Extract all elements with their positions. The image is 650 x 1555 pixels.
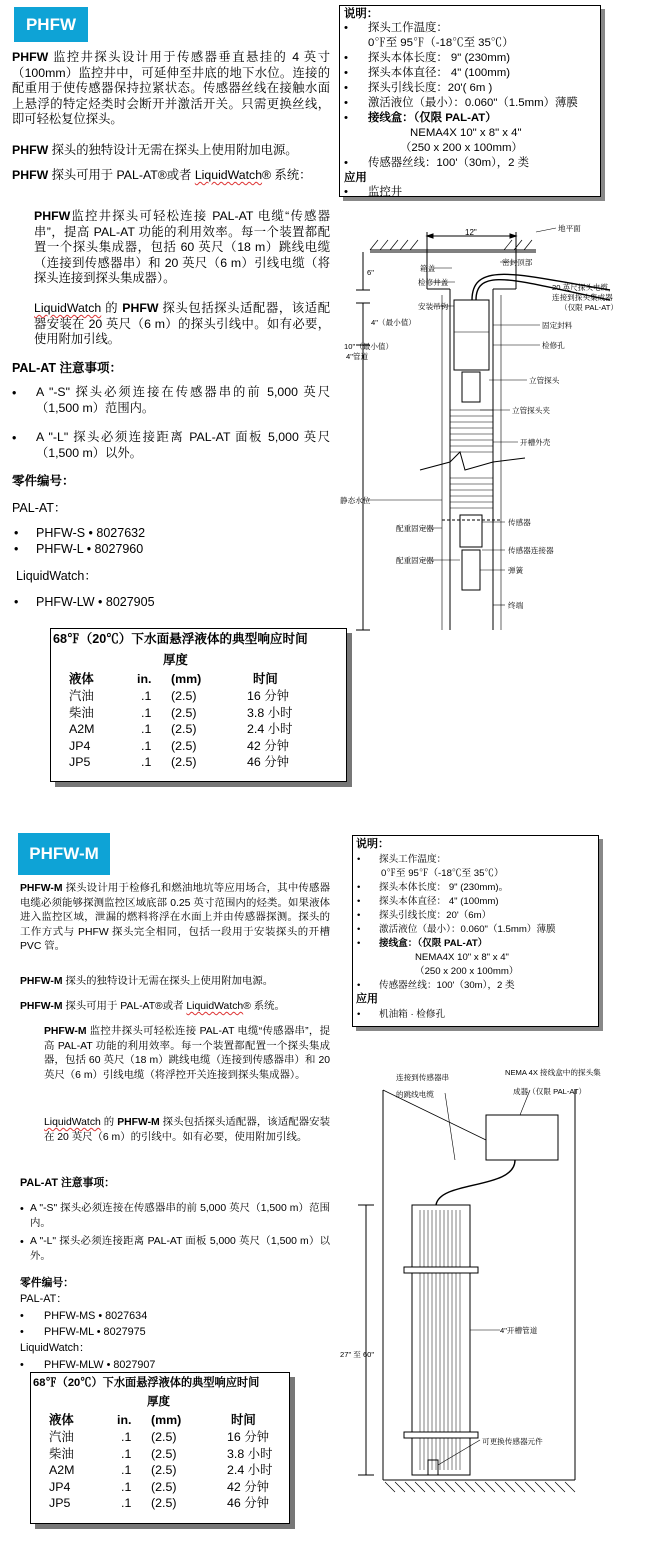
phfwm-note-2: A "-L" 探头必须连接距离 PAL-AT 面板 5,000 英尺（1,500 m）以外。 <box>30 1236 330 1262</box>
diagram-label: 成器（仅限 PAL-AT） <box>513 1087 587 1096</box>
table-cell-time: 2.4 小时 <box>247 722 293 736</box>
intro-text: 探头设计用于检修孔和燃油地坑等应用场合，其中传感器电缆必须能够探测监控区域底部 0.25 英寸范围内的烃类。如果液体进入监控区域，泄漏的燃料将浮在水面上并由传感器探测。探头的工作方式与 PHFW 探头完全相同，包括一段用于安装探头的开槽 PVC 管。 <box>20 883 330 953</box>
table-col-time: 时间 <box>253 672 278 686</box>
diagram-label: NEMA 4X 接线盒中的探头集 <box>505 1068 601 1077</box>
phfw-part-palat-2: PHFW-L • 8027960 <box>36 542 144 556</box>
spec-row: 接线盒：（仅限 PAL-AT） <box>379 938 488 949</box>
diagram-label: 12" <box>465 228 477 237</box>
spec-bullet: • <box>344 22 348 34</box>
spec-row: 探头本体长度： 9" (230mm)。 <box>379 882 509 893</box>
phfw-part-bullet: • <box>14 595 19 609</box>
diagram-label: 配重固定器 <box>396 556 434 565</box>
table-thickness-header: 厚度 <box>147 1396 170 1408</box>
spec-row: NEMA4X 10" x 8" x 4" <box>410 127 522 139</box>
spec-row: 探头工作温度： <box>368 22 448 34</box>
phfwm-part-bullet: • <box>20 1310 24 1322</box>
table-cell-mm: (2.5) <box>171 755 197 769</box>
lw-text-mid: 的 <box>101 301 123 315</box>
table-cell-in: .1 <box>121 1446 132 1461</box>
table-cell-fluid: 柴油 <box>49 1446 74 1461</box>
section-tab-phfw-m: PHFW-M <box>18 833 110 875</box>
table-cell-mm: (2.5) <box>171 722 197 736</box>
lw-text-mid: 的 <box>100 1117 118 1128</box>
spec-bullet: • <box>344 67 348 79</box>
table-cell-mm: (2.5) <box>171 689 197 703</box>
table-cell-fluid: 汽油 <box>49 1430 74 1444</box>
power-text: 探头的独特设计无需在探头上使用附加电源。 <box>62 976 274 987</box>
table-col-fluid: 液体 <box>69 672 94 686</box>
liquidwatch-term: LiquidWatch <box>194 168 263 182</box>
availability-text-2: ® 系统。 <box>243 1001 285 1012</box>
spec-row: 传感器丝线：100'（30m），2 类 <box>379 980 515 991</box>
spec-bullet: • <box>357 854 361 865</box>
diagram-label: 立管探头夹 <box>512 406 550 415</box>
table-cell-in: .1 <box>141 722 152 736</box>
table-cell-time: 16 分钟 <box>247 689 290 703</box>
availability-text-2: ® 系统： <box>262 168 312 182</box>
product-name: PHFW-M <box>117 1117 160 1128</box>
table-thickness-header: 厚度 <box>163 653 188 667</box>
availability-text: 探头可用于 PAL-AT®或者 <box>62 1001 187 1012</box>
table-cell-time: 3.8 小时 <box>227 1446 273 1461</box>
table-cell-fluid: JP5 <box>69 755 91 769</box>
diagram-label: 4"开槽管道 <box>500 1326 538 1335</box>
spec-row: 探头本体长度： 9" (230mm) <box>368 52 511 64</box>
phfwm-note-1: A "-S" 探头必须连接在传感器串的前 5,000 英尺（1,500 m）范围内。 <box>30 1203 330 1229</box>
phfw-note-1: A "-S" 探头必须连接在传感器串的前 5,000 英尺（1,500 m）范围内。 <box>36 385 330 415</box>
spec-bullet: • <box>357 980 361 991</box>
product-name: PHFW <box>12 168 49 182</box>
table-cell-in: .1 <box>141 705 152 720</box>
phfwm-part-bullet: • <box>20 1359 24 1371</box>
liquidwatch-term: LiquidWatch <box>186 1001 244 1012</box>
spec-row: 探头本体直径： 4" (100mm) <box>368 67 511 79</box>
phfw-part-bullet: • <box>14 542 19 556</box>
table-cell-time: 46 分钟 <box>227 1496 270 1510</box>
table-cell-mm: (2.5) <box>151 1430 177 1444</box>
phfwm-notes-title: PAL-AT 注意事项： <box>20 1177 115 1189</box>
liquidwatch-term: LiquidWatch <box>44 1117 101 1128</box>
diagram-label: 立管探头 <box>529 376 560 385</box>
spec-row: NEMA4X 10" x 8" x 4" <box>415 952 509 963</box>
diagram-label: 配重固定器 <box>396 524 434 533</box>
table-cell-mm: (2.5) <box>151 1463 177 1477</box>
power-text: 探头的独特设计无需在探头上使用附加电源。 <box>48 143 298 157</box>
phfw-notes-title: PAL-AT 注意事项： <box>12 361 122 375</box>
table-cell-in: .1 <box>121 1463 132 1477</box>
spec-bullet: • <box>344 52 348 64</box>
spec-row: 接线盒：（仅限 PAL-AT） <box>368 112 497 124</box>
diagram-label: 固定封料 <box>542 321 573 330</box>
diagram-label: 传感器连接器 <box>508 546 554 555</box>
diagram-label: 终端 <box>508 601 524 610</box>
phfw-palat-label: PAL-AT： <box>12 501 67 515</box>
phfw-note-2-bullet: • <box>12 431 17 445</box>
table-cell-in: .1 <box>141 755 152 769</box>
diagram-label: 6" <box>367 268 374 277</box>
table-cell-time: 16 分钟 <box>227 1430 270 1444</box>
palat-text: 监控井探头可轻松连接 PAL-AT 电缆“传感器串”，提高 PAL-AT 功能的利用效率。每一个装置都配置一个探头集成器，包括 60 英尺（18 m）跳线电缆（连接到传感器串）和 20 英尺（6 m）引线电缆（将探头连接到探头集成器）。 <box>34 209 330 286</box>
table-cell-in: .1 <box>141 689 152 703</box>
spec-bullet: • <box>357 882 361 893</box>
table-cell-fluid: JP4 <box>49 1479 71 1494</box>
spec-row: 激活液位（最小）：0.060"（1.5mm）薄膜 <box>379 924 556 935</box>
spec-bullet: • <box>357 896 361 907</box>
diagram-label: 4"管道 <box>346 352 369 361</box>
diagram-label: 检修孔 <box>542 341 565 350</box>
spec-bullet: • <box>357 1009 361 1020</box>
table-cell-time: 42 分钟 <box>227 1479 270 1494</box>
table-cell-mm: (2.5) <box>151 1446 177 1461</box>
table-col-mm: (mm) <box>151 1413 182 1427</box>
phfwm-part-lw-1: PHFW-MLW • 8027907 <box>44 1359 156 1371</box>
phfwm-part-palat-1: PHFW-MS • 8027634 <box>44 1310 148 1322</box>
table-cell-mm: (2.5) <box>151 1479 177 1494</box>
table-cell-in: .1 <box>141 738 152 753</box>
spec-bullet: • <box>357 910 361 921</box>
table-cell-fluid: JP4 <box>69 738 91 753</box>
phfw-note-2: A "-L" 探头必须连接距离 PAL-AT 面板 5,000 英尺（1,500 m）以外。 <box>36 430 330 460</box>
diagram-label: 密封顶部 <box>502 258 533 267</box>
table-cell-fluid: A2M <box>69 722 95 736</box>
phfwm-part-bullet: • <box>20 1326 24 1338</box>
product-name: PHFW <box>34 209 71 223</box>
spec-row: 0℉至 95℉（-18℃至 35℃） <box>381 868 504 879</box>
diagram-label: 安装吊钩 <box>418 302 449 311</box>
lw-text: 探头包括探头适配器，该适配器安装在 20 英尺（6 m）的探头引线中。如有必要，使用附加引线。 <box>34 301 330 347</box>
liquidwatch-term: LiquidWatch <box>34 301 102 315</box>
section-tab-phfw: PHFW <box>14 7 88 42</box>
phfw-note-1-bullet: • <box>12 386 17 400</box>
table-cell-in: .1 <box>121 1496 132 1510</box>
diagram-label: 可更换传感器元件 <box>482 1437 543 1446</box>
spec-bullet: • <box>344 157 348 169</box>
product-name: PHFW-M <box>20 1001 63 1012</box>
palat-text: 监控井探头可轻松连接 PAL-AT 电缆“传感器串”，提高 PAL-AT 功能的利用效率。每一个装置都配置一个探头集成器，包括 60 英尺（18 m）跳线电缆（连接到传感器串）和 20 英尺（6 m）引线电缆（将浮控开关连接到探头集成器）。 <box>44 1026 330 1081</box>
diagram-label: 连接到传感器串 <box>396 1073 450 1082</box>
table-cell-in: .1 <box>121 1430 132 1444</box>
phfw-part-palat-1: PHFW-S • 8027632 <box>36 526 146 540</box>
table-cell-mm: (2.5) <box>151 1496 177 1510</box>
table-cell-time: 3.8 小时 <box>247 705 293 720</box>
table-cell-mm: (2.5) <box>171 738 197 753</box>
spec-row: 探头引线长度：20'( 6m ) <box>368 82 493 94</box>
spec-title: 说明： <box>356 838 389 850</box>
spec-row: （250 x 200 x 100mm） <box>400 142 523 154</box>
product-name: PHFW-M <box>20 976 63 987</box>
diagram-label: 20 英尺探头电缆， <box>552 283 616 292</box>
spec-row: 探头引线长度：20'（6m） <box>379 910 492 921</box>
phfwm-lw-label: LiquidWatch： <box>20 1342 90 1354</box>
table-cell-fluid: 柴油 <box>69 705 94 720</box>
spec-row: 激活液位（最小）：0.060"（1.5mm）薄膜 <box>368 97 578 109</box>
diagram-label: （仅限 PAL-AT） <box>560 303 618 312</box>
table-col-time: 时间 <box>231 1413 256 1427</box>
diagram-label: 10"（最小值） <box>344 342 394 351</box>
phfwm-palat-label: PAL-AT： <box>20 1293 67 1305</box>
phfwm-parts-title: 零件编号： <box>20 1277 74 1289</box>
product-name: PHFW <box>12 50 49 64</box>
diagram-label: 传感器 <box>508 518 531 527</box>
spec-title: 说明： <box>344 8 379 20</box>
table-title: 68℉（20℃）下水面悬浮液体的典型响应时间 <box>33 1377 260 1389</box>
phfwm-note-2-bullet: • <box>20 1236 24 1248</box>
lw-text: 探头包括探头适配器，该适配器安装在 20 英尺（6 m）的引线中。如有必要，使用附加引线。 <box>44 1117 330 1143</box>
table-cell-time: 42 分钟 <box>247 738 290 753</box>
table-cell-in: .1 <box>121 1479 132 1494</box>
product-name: PHFW-M <box>20 883 63 894</box>
table-cell-time: 2.4 小时 <box>227 1463 273 1477</box>
spec-row: 探头本体直径： 4" (100mm) <box>379 896 499 907</box>
spec-row: 0℉至 95℉（-18℃至 35℃） <box>368 37 514 49</box>
product-name: PHFW-M <box>44 1026 87 1037</box>
diagram-label: 4"（最小值） <box>371 318 416 327</box>
phfwm-note-1-bullet: • <box>20 1203 24 1215</box>
phfw-lw-label: LiquidWatch： <box>16 569 97 583</box>
product-name: PHFW <box>12 143 49 157</box>
spec-row: 探头工作温度： <box>379 854 447 865</box>
spec-row: （250 x 200 x 100mm） <box>415 966 519 977</box>
table-col-mm: (mm) <box>171 672 202 686</box>
diagram-label: 27" 至 60" <box>340 1350 375 1359</box>
spec-row: 应用 <box>344 172 367 184</box>
spec-bullet: • <box>344 112 348 124</box>
diagram-label: 地平面 <box>558 224 581 233</box>
diagram-label: 的跳线电缆 <box>396 1090 434 1099</box>
table-col-in: in. <box>137 672 152 686</box>
table-cell-time: 46 分钟 <box>247 755 290 769</box>
diagram-label: 箱盖 <box>420 264 436 273</box>
table-cell-mm: (2.5) <box>171 705 197 720</box>
table-cell-fluid: 汽油 <box>69 689 94 703</box>
intro-text: 监控井探头设计用于传感器垂直悬挂的 4 英寸（100mm）监控井中，可延伸至井底的地下水位。连接的配重用于使传感器保持拉紧状态。传感器丝线在接触水面上悬浮的特定烃类时会断开并激活开关。只需更换丝线，即可轻松复位探头。 <box>12 50 330 127</box>
table-title: 68℉（20℃）下水面悬浮液体的典型响应时间 <box>53 632 308 646</box>
diagram-label: 静态水位 <box>340 496 371 505</box>
spec-row: 机油箱 · 检修孔 <box>379 1009 446 1020</box>
spec-bullet: • <box>344 186 348 198</box>
diagram-label: 弹簧 <box>508 566 524 575</box>
spec-bullet: • <box>357 938 361 949</box>
phfw-part-lw-1: PHFW-LW • 8027905 <box>36 595 155 609</box>
spec-row: 监控井 <box>368 186 403 198</box>
table-col-fluid: 液体 <box>49 1413 74 1427</box>
phfw-part-bullet: • <box>14 526 19 540</box>
diagram-label: 开槽外壳 <box>520 438 551 447</box>
spec-bullet: • <box>344 82 348 94</box>
spec-row: 应用 <box>356 993 378 1005</box>
table-col-in: in. <box>117 1413 132 1427</box>
diagram-label: 连接到探头集成器 <box>552 293 613 302</box>
diagram-label: 检修井盖 <box>418 278 449 287</box>
phfwm-part-palat-2: PHFW-ML • 8027975 <box>44 1326 146 1338</box>
availability-text: 探头可用于 PAL-AT®或者 <box>48 168 195 182</box>
table-cell-fluid: JP5 <box>49 1496 71 1510</box>
phfw-parts-title: 零件编号： <box>12 474 75 488</box>
spec-bullet: • <box>344 97 348 109</box>
product-name: PHFW <box>122 301 159 315</box>
table-cell-fluid: A2M <box>49 1463 75 1477</box>
spec-bullet: • <box>357 924 361 935</box>
spec-row: 传感器丝线：100'（30m），2 类 <box>368 157 530 169</box>
